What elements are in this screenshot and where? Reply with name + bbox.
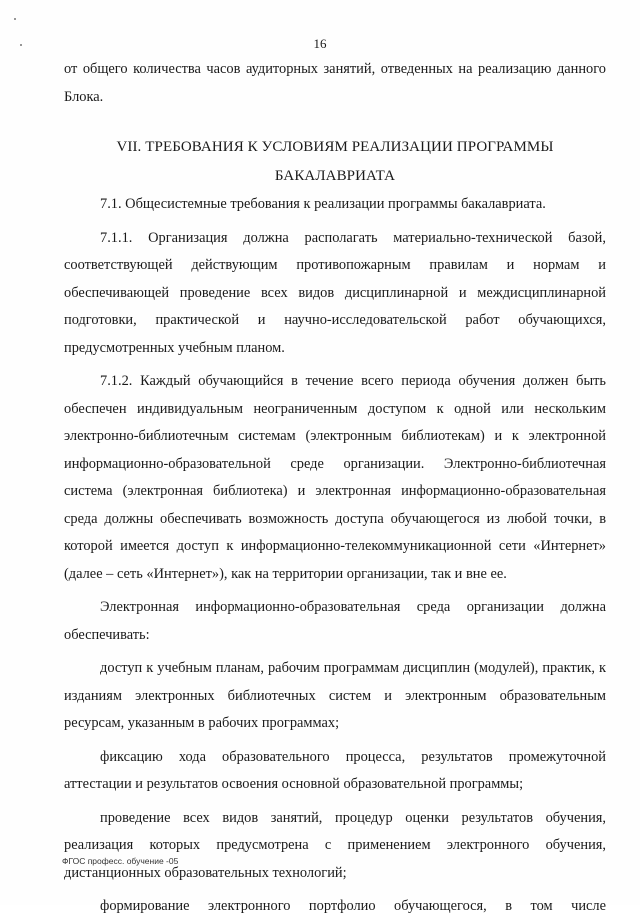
list-item-portfolio: формирование электронного портфолио обучающегося, в том числе <box>100 898 606 914</box>
section-heading-line-2: БАКАЛАВРИАТА <box>274 168 396 184</box>
paragraph-continuation: от общего количества часов аудиторных занятий, отведенных на реализацию данного Блока. <box>64 61 606 105</box>
scan-speck <box>14 18 16 20</box>
section-heading-line-1: VII. ТРЕБОВАНИЯ К УСЛОВИЯМ РЕАЛИЗАЦИИ ПРОГРАММЫ <box>116 139 554 155</box>
paragraph-7-1-2: 7.1.2. Каждый обучающийся в течение всего периода обучения должен быть обеспечен индивидуальным неограниченным доступом к одной или нескольким электронно-библиотечным системам (электронным библиотекам) и к электронной информационно-образовательной среде организации. Электронно-библиотечная система (электронная библиотека) и электронная информационно-образовательная среда должны обеспечивать возможность доступа обучающегося из любой точки, в которой имеется доступ к информационно-телекоммуникационной сети «Интернет» (далее – сеть «Интернет»), как на территории организации, так и вне ее. <box>64 373 606 582</box>
list-item-access: доступ к учебным планам, рабочим программам дисциплин (модулей), практик, к изданиям электронных библиотечных систем и электронным образовательным ресурсам, указанным в рабочих программах; <box>64 660 606 731</box>
list-item-fixation: фиксацию хода образовательного процесса, результатов промежуточной аттестации и результатов освоения основной образовательной программы; <box>64 748 606 792</box>
page-number: 16 <box>313 36 327 51</box>
page-footer: ФГОС професс. обучение -05 <box>62 856 179 866</box>
paragraph-7-1: 7.1. Общесистемные требования к реализации программы бакалавриата. <box>100 196 546 212</box>
paragraph-eios: Электронная информационно-образовательная среда организации должна обеспечивать: <box>64 599 606 643</box>
section-heading <box>64 133 606 191</box>
document-body <box>64 56 606 921</box>
list-item-conducting: проведение всех видов занятий, процедур оценки результатов обучения, реализация которых предусмотрена с применением электронного обучения, дистанционных образовательных технологий; <box>64 809 606 881</box>
paragraph-7-1-1: 7.1.1. Организация должна располагать материально-технической базой, соответствующей действующим противопожарным правилам и нормам и обеспечивающей проведение всех видов дисциплинарной и междисциплинарной подготовки, практической и научно-исследовательской работ обучающихся, предусмотренных учебным планом. <box>64 229 606 356</box>
